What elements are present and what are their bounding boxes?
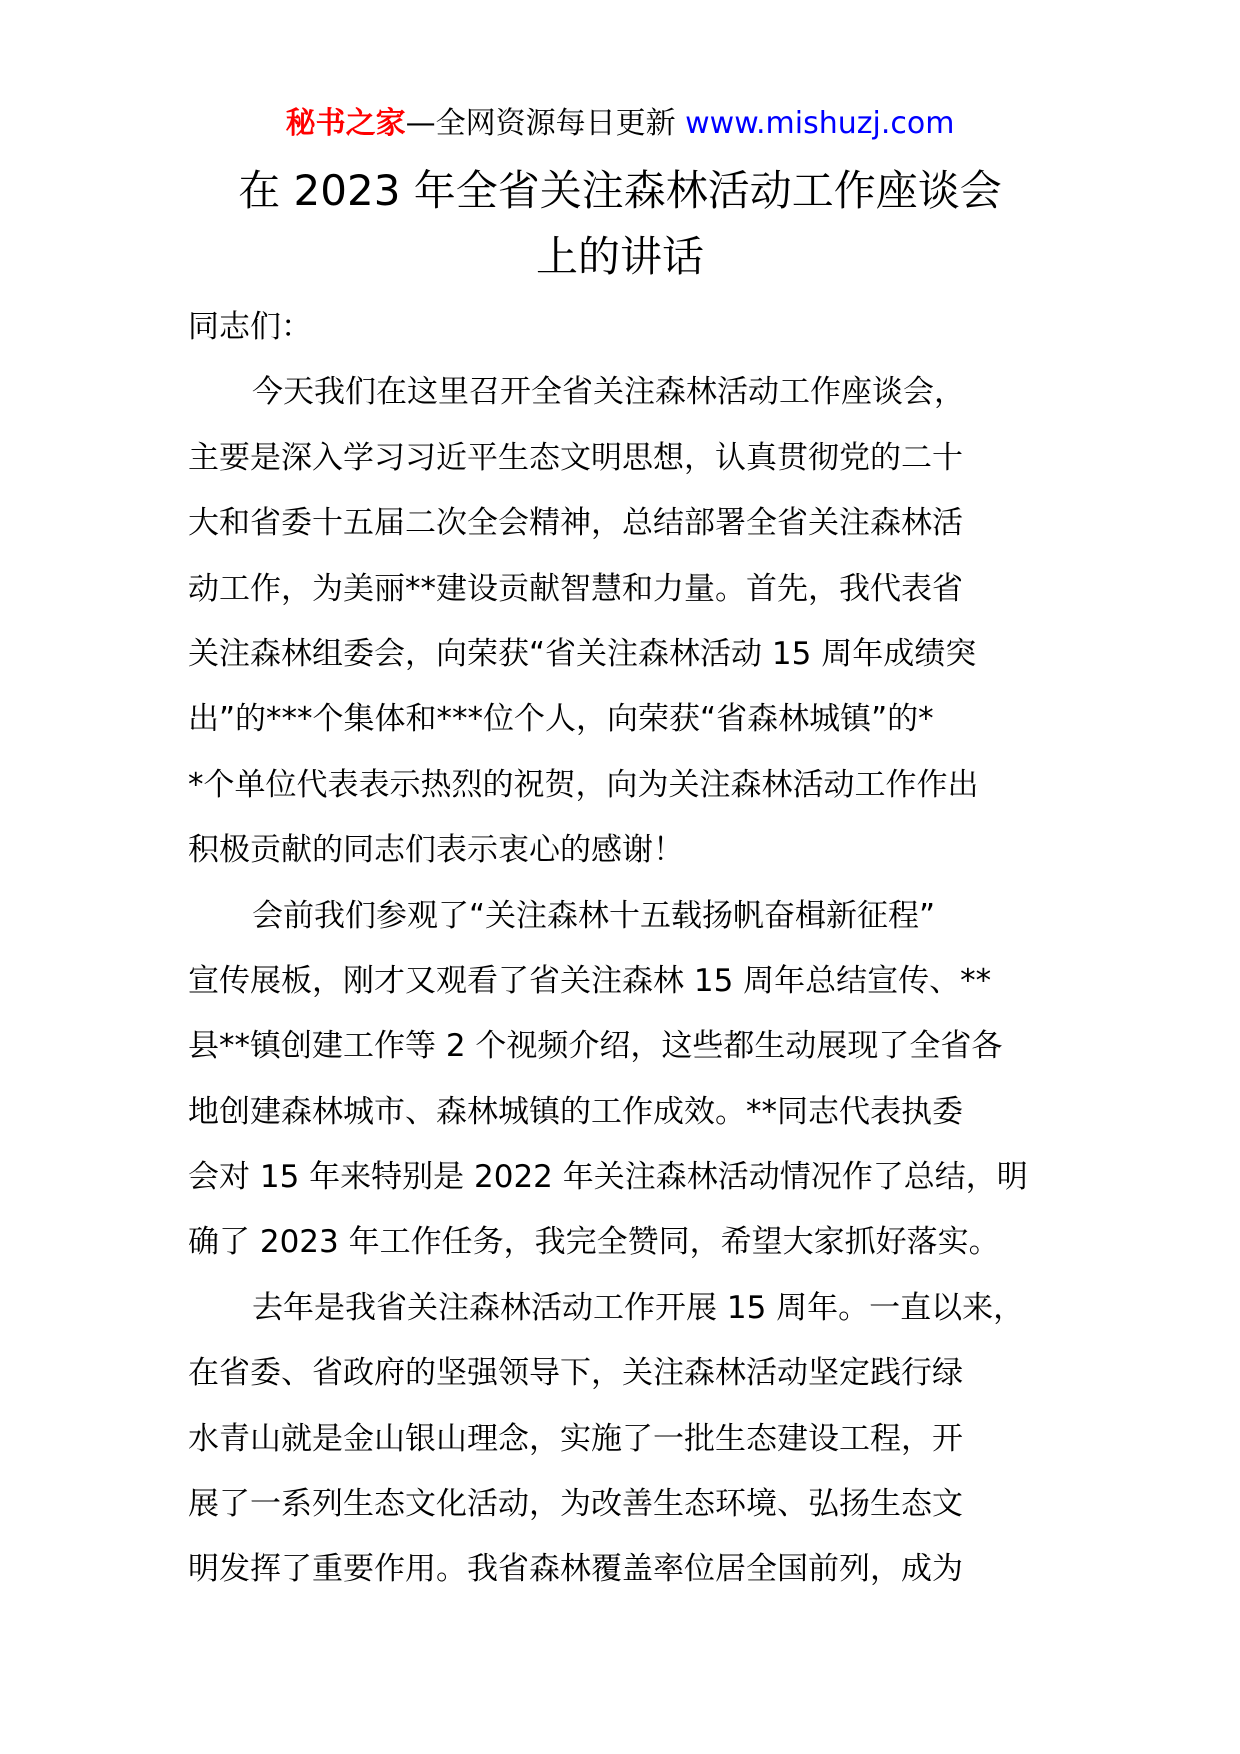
salutation: 同志们： bbox=[188, 309, 312, 345]
body-line: 确了 2023 年工作任务，我完全赞同，希望大家抓好落实。 bbox=[188, 1224, 1000, 1261]
brand-name: 秘书之家 bbox=[285, 106, 406, 141]
header-tagline: —全网资源每日更新 bbox=[405, 106, 686, 141]
title-line-1: 在 2023 年全省关注森林活动工作座谈会 bbox=[238, 166, 1002, 215]
document-title bbox=[180, 158, 1060, 290]
body-line: 出”的***个集体和***位个人，向荣获“省森林城镇”的* bbox=[188, 701, 934, 738]
body-line: 在省委、省政府的坚强领导下，关注森林活动坚定践行绿 bbox=[188, 1355, 963, 1392]
body-line: 会对 15 年来特别是 2022 年关注森林活动情况作了总结，明 bbox=[188, 1159, 1028, 1196]
body-line: 今天我们在这里召开全省关注森林活动工作座谈会， bbox=[252, 374, 965, 411]
body-line: 明发挥了重要作用。我省森林覆盖率位居全国前列，成为 bbox=[188, 1551, 963, 1588]
body-line: 水青山就是金山银山理念，实施了一批生态建设工程，开 bbox=[188, 1420, 963, 1457]
body-line: 会前我们参观了“关注森林十五载扬帆奋楫新征程” bbox=[252, 897, 936, 934]
body-line: 大和省委十五届二次全会精神，总结部署全省关注森林活 bbox=[188, 505, 963, 542]
body-line: 地创建森林城市、森林城镇的工作成效。**同志代表执委 bbox=[188, 1093, 963, 1130]
title-line-2: 上的讲话 bbox=[535, 232, 704, 281]
body-line: *个单位代表表示热烈的祝贺，向为关注森林活动工作作出 bbox=[188, 766, 979, 803]
body-line: 动工作，为美丽**建设贡献智慧和力量。首先，我代表省 bbox=[188, 570, 963, 607]
body-line: 展了一系列生态文化活动，为改善生态环境、弘扬生态文 bbox=[188, 1486, 963, 1523]
body-line: 宣传展板，刚才又观看了省关注森林 15 周年总结宣传、** bbox=[188, 962, 992, 999]
body-line: 去年是我省关注森林活动工作开展 15 周年。一直以来， bbox=[252, 1289, 1025, 1326]
speech-body bbox=[188, 295, 1068, 1603]
body-line: 县**镇创建工作等 2 个视频介绍，这些都生动展现了全省各 bbox=[188, 1028, 1003, 1065]
body-line: 主要是深入学习习近平生态文明思想，认真贯彻党的二十 bbox=[188, 439, 963, 476]
body-line: 积极贡献的同志们表示衷心的感谢！ bbox=[188, 832, 684, 869]
page-header bbox=[0, 100, 1240, 148]
site-url-link[interactable]: www.mishuzj.com bbox=[685, 106, 955, 141]
body-line: 关注森林组委会，向荣获“省关注森林活动 15 周年成绩突 bbox=[188, 635, 977, 672]
